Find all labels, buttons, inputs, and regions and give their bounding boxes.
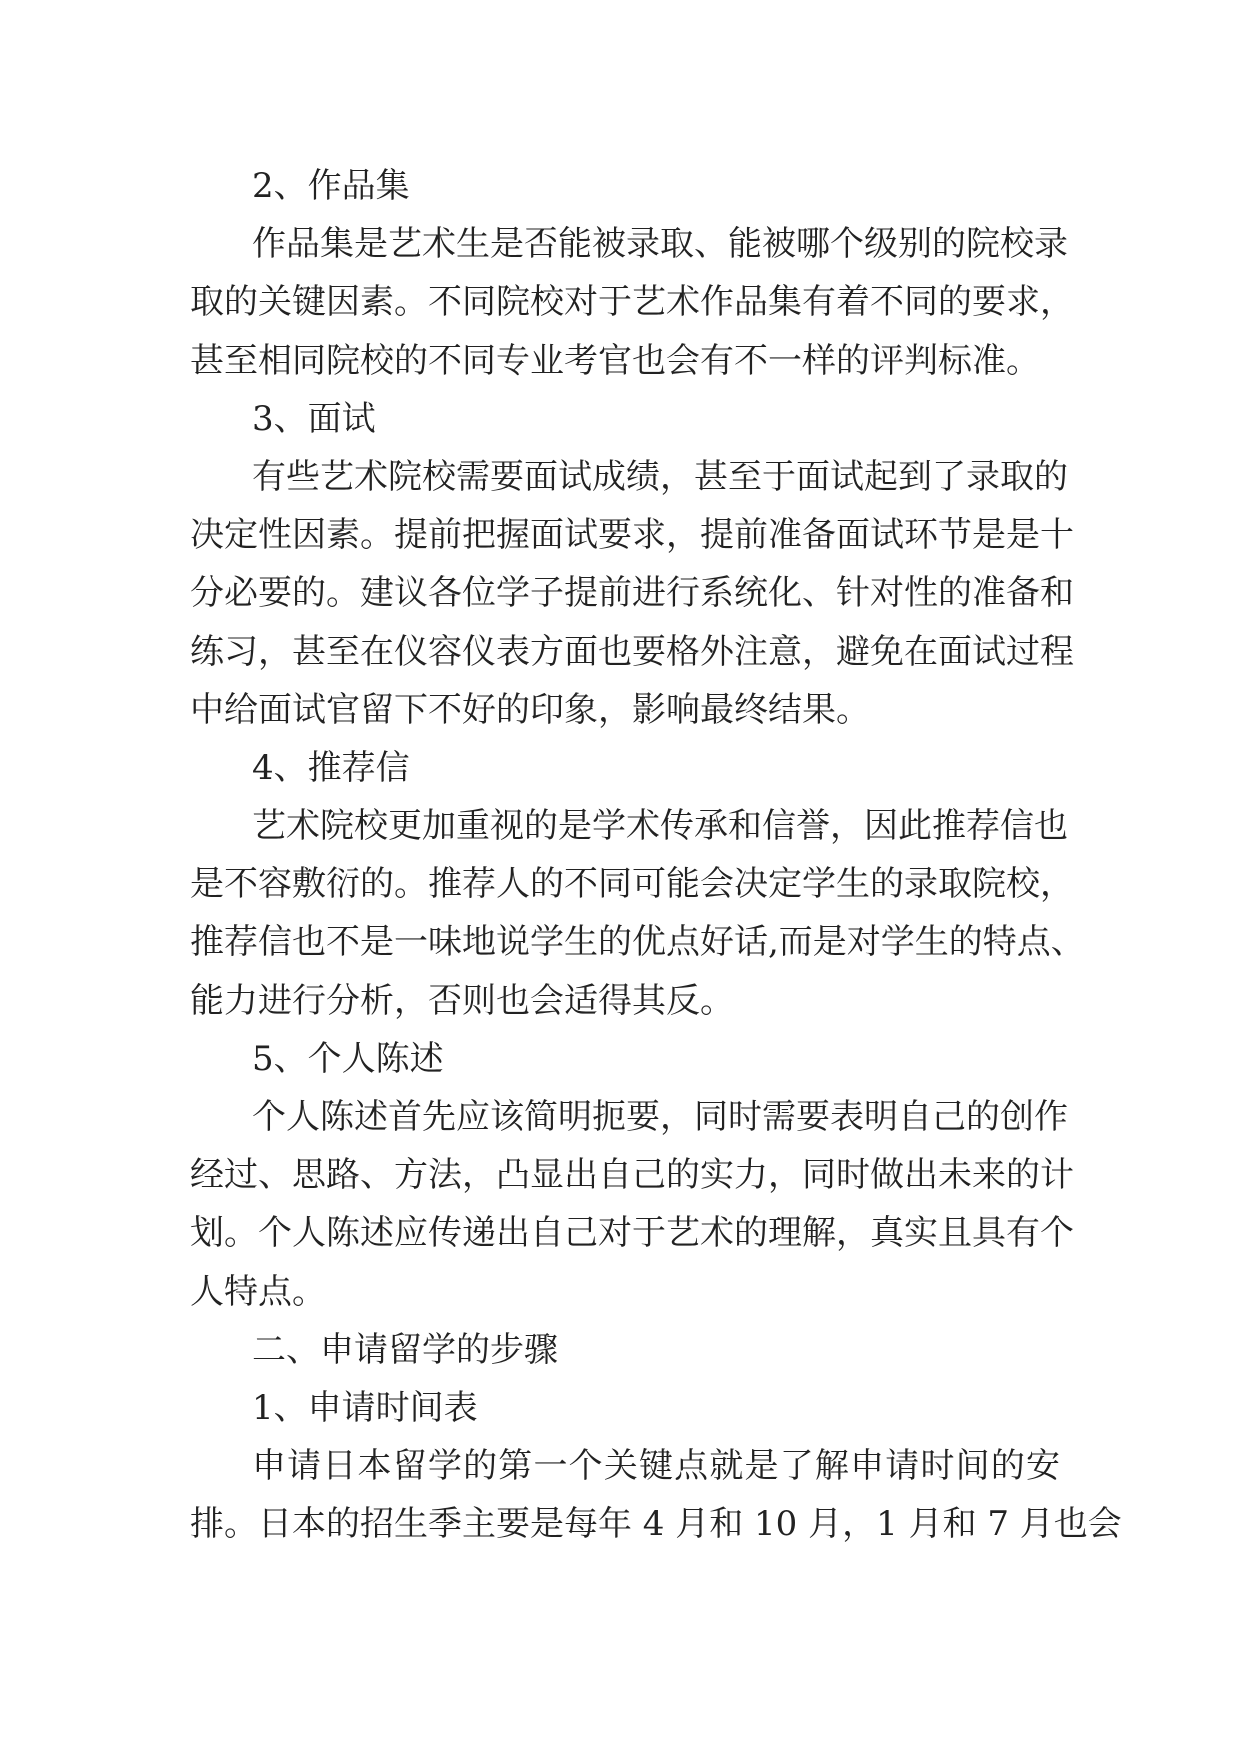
document-body xyxy=(190,157,1122,1554)
paragraph-line: 艺术院校更加重视的是学术传承和信誉，因此推荐信也 xyxy=(252,806,1068,847)
paragraph-line: 经过、思路、方法，凸显出自己的实力，同时做出未来的计 xyxy=(190,1155,1074,1196)
paragraph-line: 是不容敷衍的。推荐人的不同可能会决定学生的录取院校， xyxy=(190,864,1074,905)
section-heading-personal-statement: 5、个人陈述 xyxy=(252,1038,444,1079)
paragraph-line: 个人陈述首先应该简明扼要，同时需要表明自己的创作 xyxy=(252,1097,1068,1137)
paragraph-line: 决定性因素。提前把握面试要求，提前准备面试环节是是十 xyxy=(190,515,1074,556)
paragraph-line: 分必要的。建议各位学子提前进行系统化、针对性的准备和 xyxy=(190,573,1074,614)
paragraph-line: 申请日本留学的第一个关键点就是了解申请时间的安 xyxy=(252,1446,1060,1487)
paragraph-line: 有些艺术院校需要面试成绩，甚至于面试起到了录取的 xyxy=(252,456,1068,497)
paragraph-line: 取的关键因素。不同院校对于艺术作品集有着不同的要求， xyxy=(190,282,1074,323)
paragraph-line: 练习，甚至在仪容仪表方面也要格外注意，避免在面试过程 xyxy=(190,631,1074,672)
paragraph-line: 排。日本的招生季主要是每年 4 月和 10 月，1 月和 7 月也会 xyxy=(190,1504,1122,1545)
section-heading-recommendation-letter: 4、推荐信 xyxy=(252,747,410,788)
paragraph-line: 推荐信也不是一味地说学生的优点好话,而是对学生的特点、 xyxy=(190,922,1085,963)
paragraph-line: 能力进行分析，否则也会适得其反。 xyxy=(190,980,734,1021)
paragraph-line: 中给面试官留下不好的印象，影响最终结果。 xyxy=(190,689,870,730)
chapter-heading-application-steps: 二、申请留学的步骤 xyxy=(252,1329,558,1370)
paragraph-line: 划。个人陈述应传递出自己对于艺术的理解，真实且具有个 xyxy=(190,1213,1074,1254)
paragraph-line: 人特点。 xyxy=(190,1271,326,1312)
section-heading-interview: 3、面试 xyxy=(252,398,376,439)
section-heading-portfolio: 2、作品集 xyxy=(252,166,410,206)
paragraph-line: 甚至相同院校的不同专业考官也会有不一样的评判标准。 xyxy=(190,340,1040,381)
section-heading-application-timeline: 1、申请时间表 xyxy=(252,1387,478,1428)
paragraph-line: 作品集是艺术生是否能被录取、能被哪个级别的院校录 xyxy=(252,224,1068,265)
